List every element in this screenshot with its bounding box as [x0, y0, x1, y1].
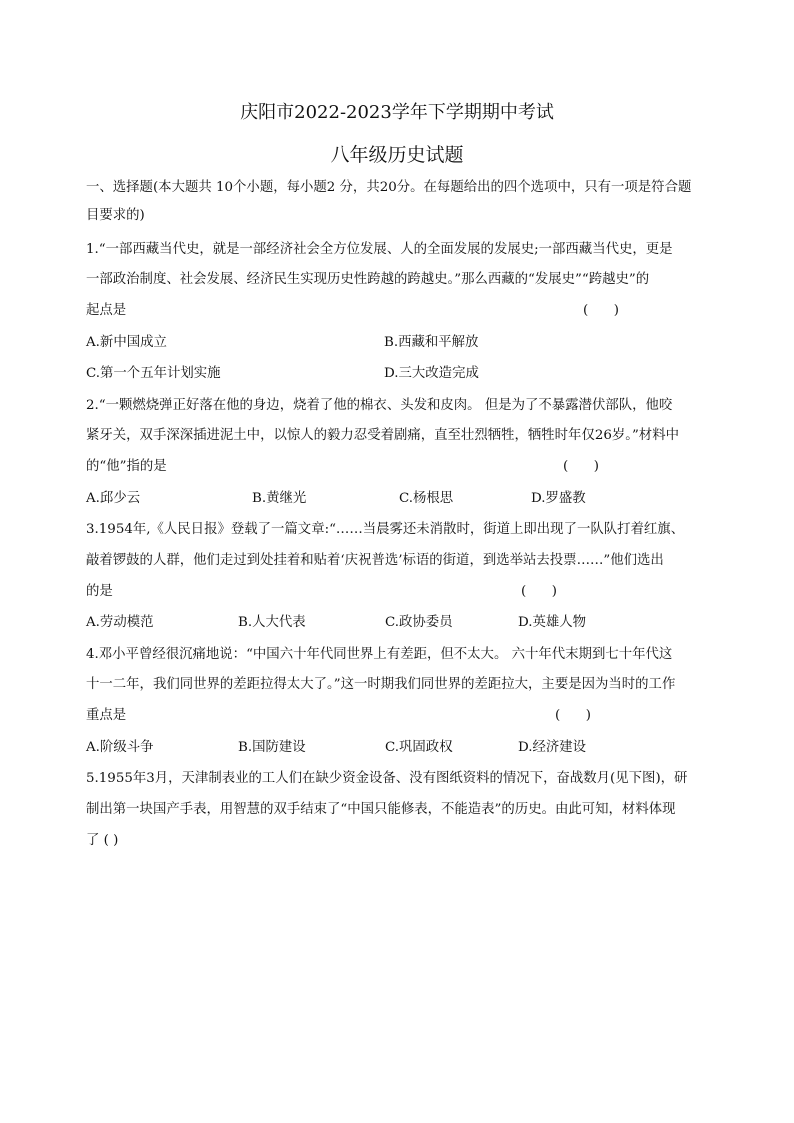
q4-option-b: B.国防建设	[238, 740, 306, 755]
q3-option-b: B.人大代表	[238, 615, 306, 630]
q4-option-d: D.经济建设	[518, 740, 587, 755]
q5-line-2: 制出第一块国产手表，用智慧的双手结束了“中国只能修表，不能造表”的历史。由此可知，材料体现	[86, 802, 676, 817]
q4-line-2: 十一二年，我们同世界的差距拉得太大了。”这一时期我们同世界的差距拉大，主要是因为当时的工作	[86, 677, 676, 692]
q4-option-c: C.巩固政权	[385, 740, 453, 755]
section-instruction-line-1: 一、选择题(本大题共 10个小题，每小题2 分，共20分。在每题给出的四个选项中，只有一项是符合题	[86, 180, 692, 195]
q4-line-3: 重点是	[86, 708, 127, 723]
q1-option-d: D.三大改造完成	[384, 366, 479, 381]
q3-option-d: D.英雄人物	[518, 615, 587, 630]
q4-answer-paren: ( )	[555, 708, 591, 723]
q1-line-1: 1.“一部西藏当代史，就是一部经济社会全方位发展、人的全面发展的发展史;一部西藏当代史，更是	[86, 242, 673, 257]
q1-line-2: 一部政治制度、社会发展、经济民生实现历史性跨越的跨越史。”那么西藏的“发展史”“跨越史”的	[86, 272, 650, 287]
q2-answer-paren: ( )	[563, 459, 599, 474]
q3-line-1: 3.1954年,《人民日报》登载了一篇文章:“……当晨雾还未消散时，街道上即出现了一队队打着红旗、	[86, 522, 685, 537]
q3-option-c: C.政协委员	[385, 615, 453, 630]
exam-title: 庆阳市2022-2023学年下学期期中考试	[240, 102, 554, 123]
q2-option-d: D.罗盛教	[531, 491, 586, 506]
section-instruction-line-2: 目要求的)	[86, 208, 145, 223]
q3-option-a: A.劳动模范	[86, 615, 154, 630]
q2-option-b: B.黄继光	[252, 491, 307, 506]
q2-option-a: A.邱少云	[86, 491, 141, 506]
exam-subtitle: 八年级历史试题	[330, 144, 464, 166]
q2-option-c: C.杨根思	[399, 491, 454, 506]
q2-line-2: 紧牙关，双手深深插进泥土中，以惊人的毅力忍受着剧痛，直至壮烈牺牲，牺牲时年仅26岁。”材料中	[86, 428, 679, 443]
q1-line-3: 起点是	[86, 303, 127, 318]
q5-line-3: 了 ( )	[86, 833, 119, 848]
q3-line-3: 的是	[86, 584, 113, 599]
q2-line-3: 的“他”指的是	[86, 459, 167, 474]
q4-option-a: A.阶级斗争	[86, 740, 154, 755]
q1-answer-paren: ( )	[583, 303, 619, 318]
q3-line-2: 敲着锣鼓的人群，他们走过到处挂着和贴着‘庆祝普选’标语的街道，到选举站去投票……”他们选出	[86, 553, 664, 568]
q4-line-1: 4.邓小平曾经很沉痛地说：“中国六十年代同世界上有差距，但不太大。 六十年代末期到七十年代这	[86, 647, 673, 662]
q1-option-a: A.新中国成立	[86, 335, 167, 350]
q3-answer-paren: ( )	[521, 584, 557, 599]
q1-option-c: C.第一个五年计划实施	[86, 366, 221, 381]
q5-line-1: 5.1955年3月，天津制表业的工人们在缺少资金设备、没有图纸资料的情况下，奋战数月(见下图)，研	[86, 771, 688, 786]
q1-option-b: B.西藏和平解放	[384, 335, 479, 350]
q2-line-1: 2.“一颗燃烧弹正好落在他的身边，烧着了他的棉衣、头发和皮肉。 但是为了不暴露潜伏部队，他咬	[86, 398, 673, 413]
